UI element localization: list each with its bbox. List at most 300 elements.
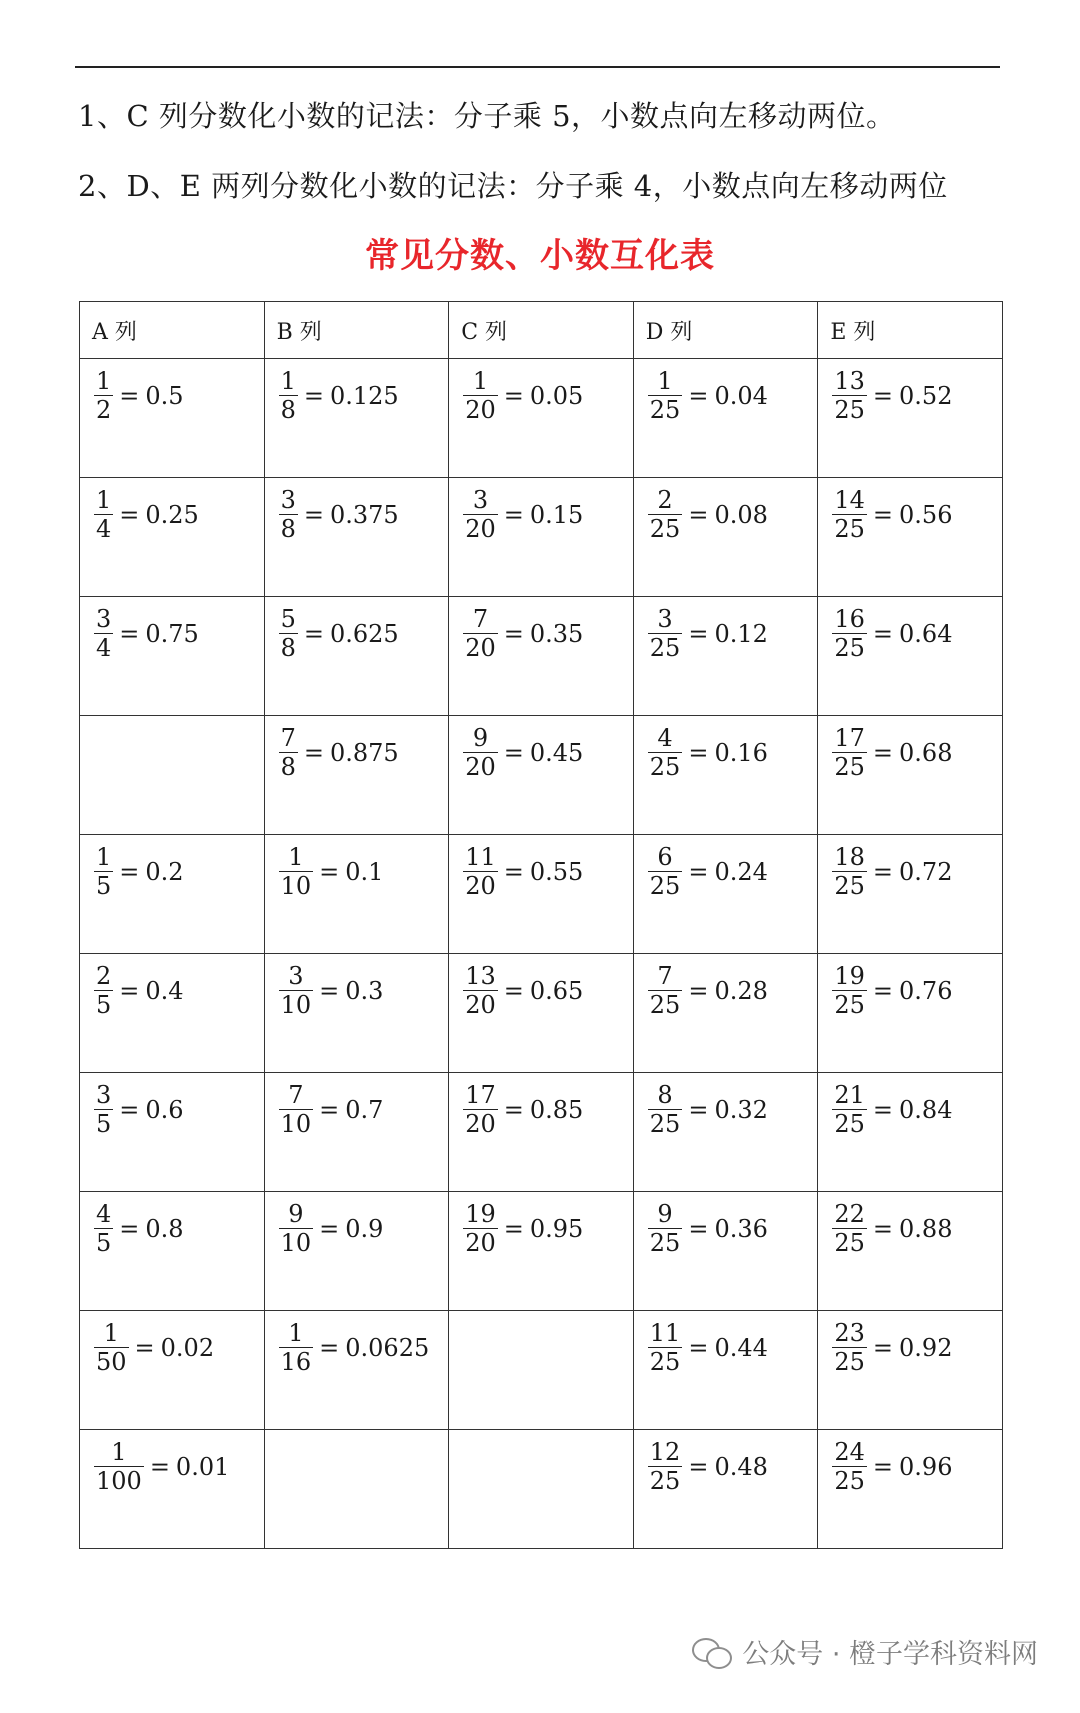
equals-sign: = <box>503 619 524 648</box>
table-cell <box>633 835 818 954</box>
fraction <box>94 1083 113 1136</box>
decimal-value: 0.95 <box>529 1214 584 1243</box>
denominator: 8 <box>280 753 296 781</box>
fraction <box>832 964 867 1017</box>
decimal-value: 0.75 <box>145 619 199 648</box>
table-cell <box>449 716 634 835</box>
table-row <box>80 1311 1003 1430</box>
table-row <box>80 1073 1003 1192</box>
fraction <box>279 1321 314 1374</box>
fraction-equation <box>80 1430 264 1493</box>
equals-sign: = <box>688 976 709 1005</box>
numerator: 1 <box>472 367 489 395</box>
equals-sign: = <box>872 976 894 1005</box>
table-row <box>80 359 1003 478</box>
decimal-value: 0.92 <box>899 1333 953 1362</box>
numerator: 3 <box>96 1081 112 1109</box>
decimal-value: 0.15 <box>529 500 584 529</box>
table-cell <box>449 597 634 716</box>
denominator: 25 <box>649 634 681 662</box>
fraction-equation <box>80 359 264 422</box>
fraction <box>279 845 314 898</box>
decimal-value: 0.65 <box>529 976 584 1005</box>
decimal-value: 0.8 <box>145 1214 184 1243</box>
table-cell <box>264 1311 449 1430</box>
numerator: 24 <box>834 1438 865 1466</box>
fraction-equation <box>634 478 818 541</box>
equals-sign: = <box>872 1452 894 1481</box>
decimal-value: 0.64 <box>899 619 953 648</box>
fraction-equation <box>818 1430 1002 1493</box>
equals-sign: = <box>319 857 340 886</box>
fraction <box>279 964 314 1017</box>
table-row <box>80 1430 1003 1549</box>
table-cell <box>449 1192 634 1311</box>
denominator: 20 <box>465 1229 496 1257</box>
numerator: 12 <box>649 1438 681 1466</box>
numerator: 1 <box>103 1319 119 1347</box>
table-cell <box>449 359 634 478</box>
numerator: 19 <box>465 1200 496 1228</box>
equals-sign: = <box>872 738 894 767</box>
decimal-value: 0.02 <box>160 1333 215 1362</box>
numerator: 3 <box>280 486 296 514</box>
table-cell <box>264 1073 449 1192</box>
decimal-value: 0.52 <box>899 381 953 410</box>
fraction-equation <box>265 954 449 1017</box>
fraction-equation <box>265 835 449 898</box>
fraction <box>94 1321 129 1374</box>
fraction <box>648 964 683 1017</box>
table-row <box>80 1192 1003 1311</box>
denominator: 8 <box>280 634 296 662</box>
decimal-value: 0.55 <box>529 857 584 886</box>
equals-sign: = <box>503 1095 524 1124</box>
table-cell <box>449 478 634 597</box>
denominator: 10 <box>280 1229 312 1257</box>
fraction-equation <box>80 954 264 1017</box>
column-header-a: A 列 <box>80 302 265 359</box>
denominator: 25 <box>834 991 865 1019</box>
fraction-equation <box>449 1192 633 1255</box>
note-c-column: 1、C 列分数化小数的记法：分子乘 5，小数点向左移动两位。 <box>78 99 896 133</box>
denominator: 25 <box>649 1229 681 1257</box>
fraction-equation <box>818 1192 1002 1255</box>
numerator: 3 <box>472 486 489 514</box>
numerator: 22 <box>834 1200 865 1228</box>
table-cell <box>264 597 449 716</box>
equals-sign: = <box>872 500 894 529</box>
table-cell <box>264 359 449 478</box>
numerator: 4 <box>96 1200 112 1228</box>
table-cell <box>633 1073 818 1192</box>
fraction <box>94 964 113 1017</box>
table-header-row <box>80 302 1003 359</box>
equals-sign: = <box>688 1452 709 1481</box>
denominator: 20 <box>465 1110 496 1138</box>
denominator: 25 <box>649 1348 681 1376</box>
table-cell <box>264 1430 449 1549</box>
equals-sign: = <box>319 976 340 1005</box>
table-cell <box>80 478 265 597</box>
denominator: 25 <box>834 634 865 662</box>
fraction-equation <box>634 1430 818 1493</box>
fraction <box>463 845 498 898</box>
fraction-equation <box>449 1073 633 1136</box>
fraction <box>279 369 298 422</box>
equals-sign: = <box>303 619 324 648</box>
numerator: 1 <box>111 1438 127 1466</box>
fraction <box>648 1440 683 1493</box>
fraction <box>648 488 683 541</box>
numerator: 16 <box>834 605 865 633</box>
table-cell <box>818 1430 1003 1549</box>
decimal-value: 0.16 <box>714 738 768 767</box>
fraction <box>832 369 867 422</box>
denominator: 5 <box>96 991 112 1019</box>
equals-sign: = <box>303 738 324 767</box>
denominator: 25 <box>834 1467 865 1495</box>
decimal-value: 0.88 <box>899 1214 953 1243</box>
fraction <box>279 1202 314 1255</box>
equals-sign: = <box>503 1214 524 1243</box>
table-cell <box>80 716 265 835</box>
fraction <box>832 607 867 660</box>
denominator: 25 <box>834 1110 865 1138</box>
denominator: 2 <box>96 396 112 424</box>
denominator: 8 <box>280 515 296 543</box>
numerator: 4 <box>657 724 673 752</box>
fraction <box>463 607 498 660</box>
equals-sign: = <box>872 381 894 410</box>
fraction-equation <box>265 1192 449 1255</box>
fraction <box>648 369 683 422</box>
equals-sign: = <box>503 738 524 767</box>
denominator: 25 <box>649 991 681 1019</box>
table-cell <box>264 954 449 1073</box>
fraction <box>832 1083 867 1136</box>
table-row <box>80 716 1003 835</box>
numerator: 19 <box>834 962 865 990</box>
equals-sign: = <box>503 381 524 410</box>
fraction <box>463 369 498 422</box>
fraction-equation <box>634 716 818 779</box>
decimal-value: 0.6 <box>145 1095 184 1124</box>
decimal-value: 0.0625 <box>345 1333 430 1362</box>
fraction-equation <box>265 716 449 779</box>
numerator: 7 <box>280 724 296 752</box>
denominator: 4 <box>96 634 112 662</box>
fraction <box>94 488 113 541</box>
decimal-value: 0.375 <box>329 500 399 529</box>
denominator: 20 <box>465 991 496 1019</box>
decimal-value: 0.72 <box>899 857 953 886</box>
table-cell <box>449 954 634 1073</box>
table-cell <box>633 597 818 716</box>
decimal-value: 0.96 <box>899 1452 953 1481</box>
denominator: 100 <box>96 1467 142 1495</box>
decimal-value: 0.875 <box>329 738 399 767</box>
fraction-equation <box>634 1192 818 1255</box>
decimal-value: 0.2 <box>145 857 184 886</box>
fraction-equation <box>80 478 264 541</box>
numerator: 3 <box>288 962 304 990</box>
decimal-value: 0.01 <box>175 1452 230 1481</box>
fraction <box>648 845 683 898</box>
equals-sign: = <box>872 1214 894 1243</box>
numerator: 1 <box>280 367 296 395</box>
denominator: 20 <box>465 396 496 424</box>
equals-sign: = <box>303 381 324 410</box>
numerator: 2 <box>657 486 673 514</box>
table-cell <box>80 597 265 716</box>
table-row <box>80 597 1003 716</box>
fraction-equation <box>818 835 1002 898</box>
fraction <box>832 845 867 898</box>
table-cell <box>818 954 1003 1073</box>
equals-sign: = <box>319 1333 340 1362</box>
table-body <box>80 359 1003 1549</box>
table-cell <box>449 835 634 954</box>
fraction <box>648 726 683 779</box>
table-cell <box>818 359 1003 478</box>
table-cell <box>80 954 265 1073</box>
footer-watermark <box>692 1632 1038 1671</box>
numerator: 1 <box>96 486 112 514</box>
equals-sign: = <box>149 1452 170 1481</box>
fraction-equation <box>80 1073 264 1136</box>
equals-sign: = <box>119 1214 140 1243</box>
fraction-equation <box>449 716 633 779</box>
decimal-value: 0.25 <box>145 500 199 529</box>
numerator: 1 <box>657 367 673 395</box>
decimal-value: 0.76 <box>899 976 953 1005</box>
equals-sign: = <box>119 857 140 886</box>
denominator: 5 <box>96 1229 112 1257</box>
fraction-equation <box>265 478 449 541</box>
decimal-value: 0.7 <box>345 1095 384 1124</box>
equals-sign: = <box>319 1095 340 1124</box>
fraction <box>832 1440 867 1493</box>
page-title: 常见分数、小数互化表 <box>365 236 715 276</box>
decimal-value: 0.44 <box>714 1333 768 1362</box>
denominator: 25 <box>649 753 681 781</box>
fraction-equation <box>265 1073 449 1136</box>
fraction-equation <box>818 478 1002 541</box>
denominator: 25 <box>649 872 681 900</box>
equals-sign: = <box>688 381 709 410</box>
equals-sign: = <box>688 1214 709 1243</box>
table-cell <box>633 954 818 1073</box>
numerator: 18 <box>834 843 865 871</box>
fraction-equation <box>818 716 1002 779</box>
equals-sign: = <box>872 1333 894 1362</box>
table-cell <box>633 1430 818 1549</box>
denominator: 25 <box>649 1467 681 1495</box>
equals-sign: = <box>119 381 140 410</box>
decimal-value: 0.48 <box>714 1452 768 1481</box>
denominator: 5 <box>96 1110 112 1138</box>
fraction <box>832 726 867 779</box>
table-cell <box>818 1311 1003 1430</box>
numerator: 1 <box>288 1319 304 1347</box>
fraction <box>94 1202 113 1255</box>
table-cell <box>633 359 818 478</box>
equals-sign: = <box>688 619 709 648</box>
table-cell <box>80 1073 265 1192</box>
fraction <box>94 1440 144 1493</box>
equals-sign: = <box>134 1333 155 1362</box>
fraction-equation <box>449 954 633 1017</box>
table-cell <box>818 1192 1003 1311</box>
numerator: 2 <box>96 962 112 990</box>
denominator: 8 <box>280 396 296 424</box>
fraction <box>94 607 113 660</box>
numerator: 13 <box>834 367 865 395</box>
decimal-value: 0.84 <box>899 1095 953 1124</box>
denominator: 20 <box>465 634 496 662</box>
table-cell <box>80 1192 265 1311</box>
fraction <box>94 369 113 422</box>
equals-sign: = <box>119 619 140 648</box>
fraction <box>279 726 298 779</box>
fraction-equation <box>818 597 1002 660</box>
fraction-equation <box>449 478 633 541</box>
denominator: 25 <box>834 1229 865 1257</box>
footer-text: 公众号 · 橙子学科资料网 <box>742 1639 1038 1670</box>
fraction-equation <box>265 1311 449 1374</box>
fraction-equation <box>80 1311 264 1374</box>
table-row <box>80 478 1003 597</box>
decimal-value: 0.85 <box>529 1095 584 1124</box>
fraction-equation <box>80 1192 264 1255</box>
decimal-value: 0.45 <box>529 738 584 767</box>
denominator: 25 <box>649 515 681 543</box>
decimal-value: 0.125 <box>329 381 399 410</box>
table-cell <box>264 1192 449 1311</box>
table-cell <box>449 1073 634 1192</box>
table-row <box>80 954 1003 1073</box>
denominator: 25 <box>834 1348 865 1376</box>
note-de-columns: 2、D、E 两列分数化小数的记法：分子乘 4，小数点向左移动两位 <box>78 169 948 203</box>
table-cell <box>80 1430 265 1549</box>
table-cell <box>818 1073 1003 1192</box>
denominator: 25 <box>649 1110 681 1138</box>
numerator: 3 <box>657 605 673 633</box>
fraction <box>463 726 498 779</box>
fraction <box>648 607 683 660</box>
decimal-value: 0.24 <box>714 857 768 886</box>
decimal-value: 0.32 <box>714 1095 768 1124</box>
fraction <box>279 1083 314 1136</box>
decimal-value: 0.12 <box>714 619 768 648</box>
wechat-icon <box>692 1636 732 1668</box>
fraction-equation <box>634 1073 818 1136</box>
denominator: 5 <box>96 872 112 900</box>
fraction <box>832 488 867 541</box>
fraction-equation <box>449 597 633 660</box>
numerator: 7 <box>288 1081 304 1109</box>
numerator: 1 <box>96 367 112 395</box>
fraction-equation <box>265 359 449 422</box>
numerator: 23 <box>834 1319 865 1347</box>
fraction <box>463 1202 498 1255</box>
fraction <box>279 607 298 660</box>
numerator: 13 <box>465 962 496 990</box>
numerator: 9 <box>288 1200 304 1228</box>
denominator: 20 <box>465 753 496 781</box>
fraction-decimal-table <box>79 301 1003 1549</box>
fraction-equation <box>634 1311 818 1374</box>
fraction-equation <box>80 835 264 898</box>
numerator: 7 <box>657 962 673 990</box>
denominator: 25 <box>834 753 865 781</box>
fraction <box>832 1202 867 1255</box>
equals-sign: = <box>303 500 324 529</box>
numerator: 1 <box>96 843 112 871</box>
fraction-equation <box>634 597 818 660</box>
decimal-value: 0.4 <box>145 976 184 1005</box>
fraction-equation <box>634 359 818 422</box>
equals-sign: = <box>503 857 524 886</box>
numerator: 17 <box>465 1081 496 1109</box>
numerator: 6 <box>657 843 673 871</box>
equals-sign: = <box>872 619 894 648</box>
decimal-value: 0.1 <box>345 857 384 886</box>
table-cell <box>818 597 1003 716</box>
equals-sign: = <box>688 500 709 529</box>
decimal-value: 0.28 <box>714 976 768 1005</box>
table-cell <box>633 1192 818 1311</box>
decimal-value: 0.625 <box>329 619 399 648</box>
denominator: 10 <box>280 1110 312 1138</box>
denominator: 10 <box>280 872 312 900</box>
numerator: 3 <box>96 605 112 633</box>
table-cell <box>633 716 818 835</box>
top-divider <box>75 66 1000 68</box>
numerator: 21 <box>834 1081 865 1109</box>
column-header-c: C 列 <box>449 302 634 359</box>
denominator: 20 <box>465 872 496 900</box>
numerator: 5 <box>280 605 296 633</box>
numerator: 9 <box>472 724 489 752</box>
table-cell <box>80 1311 265 1430</box>
equals-sign: = <box>688 738 709 767</box>
denominator: 25 <box>834 515 865 543</box>
fraction-equation <box>265 597 449 660</box>
numerator: 17 <box>834 724 865 752</box>
decimal-value: 0.3 <box>345 976 384 1005</box>
equals-sign: = <box>872 857 894 886</box>
fraction <box>463 1083 498 1136</box>
denominator: 50 <box>96 1348 127 1376</box>
fraction <box>648 1202 683 1255</box>
fraction-equation <box>449 835 633 898</box>
denominator: 25 <box>834 872 865 900</box>
equals-sign: = <box>688 857 709 886</box>
numerator: 11 <box>649 1319 681 1347</box>
denominator: 16 <box>280 1348 312 1376</box>
decimal-value: 0.35 <box>529 619 584 648</box>
decimal-value: 0.56 <box>899 500 953 529</box>
denominator: 25 <box>834 396 865 424</box>
column-header-e: E 列 <box>818 302 1003 359</box>
decimal-value: 0.36 <box>714 1214 768 1243</box>
decimal-value: 0.5 <box>145 381 184 410</box>
table-cell <box>449 1311 634 1430</box>
table-cell <box>449 1430 634 1549</box>
table-cell <box>818 478 1003 597</box>
